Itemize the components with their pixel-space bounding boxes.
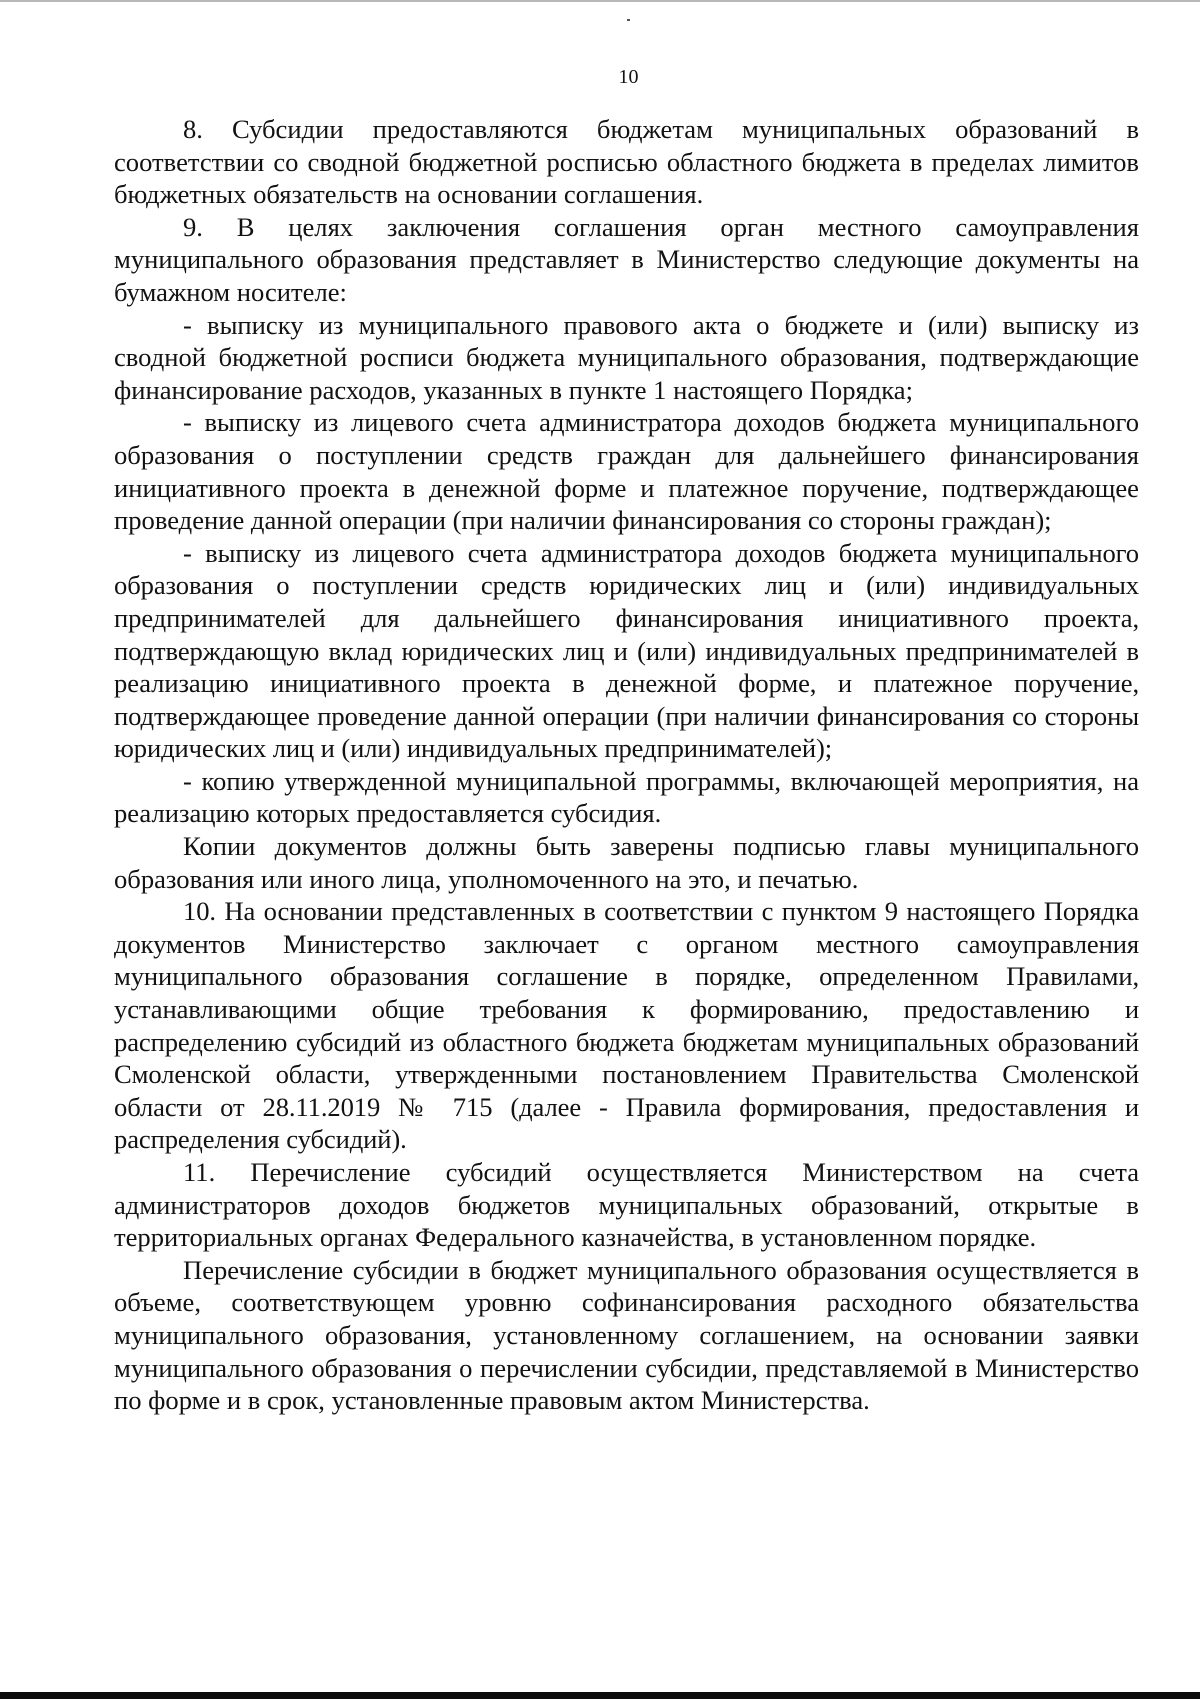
paragraph-11: 11. Перечисление субсидий осуществляется Министерством на счета администраторов доходов бюджетов муниципальных образований, открытые в территориальных органах Федерального казначейства, в установленном порядке. [114,1157,1139,1253]
page-number: 10 [618,66,639,88]
document-list-item-business-funds: - выписку из лицевого счета администратора доходов бюджета муниципального образования о поступлении средств юридических лиц и (или) индивидуальных предпринимателей для дальнейшего финансирования инициативного проекта, подтверждающую вклад юридических лиц и (или) индивидуальных предпринимателей в реализацию инициативного проекта в денежной форме, и платежное поручение, подтверждающее проведение данной операции (при наличии финансирования со стороны юридических лиц и (или) индивидуальных предпринимателей); [114,537,1139,764]
document-list-item-citizen-funds: - выписку из лицевого счета администратора доходов бюджета муниципального образования о поступлении средств граждан для дальнейшего финансирования инициативного проекта в денежной форме и платежное поручение, подтверждающее проведение данной операции (при наличии финансирования со стороны граждан); [114,407,1139,536]
paragraph-9: 9. В целях заключения соглашения орган местного самоуправления муниципального образования представляет в Министерство следующие документы на бумажном носителе: [114,211,1139,307]
transfer-paragraph: Перечисление субсидии в бюджет муниципального образования осуществляется в объеме, соответствующем уровню софинансирования расходного обязательства муниципального образования, установленному соглашением, на основании заявки муниципального образования о перечислении субсидии, представляемой в Министерство по форме и в срок, установленные правовым актом Министерства. [114,1254,1139,1416]
scan-dot [627,19,630,21]
paragraph-8: 8. Субсидии предоставляются бюджетам муниципальных образований в соответствии со сводной бюджетной росписью областного бюджета в пределах лимитов бюджетных обязательств на основании соглашения. [114,114,1139,210]
bottom-scan-edge [0,1692,1200,1699]
document-list-item-program-copy: - копию утвержденной муниципальной программы, включающей мероприятия, на реализацию которых предоставляется субсидия. [114,765,1139,829]
document-list-item-budget-act: - выписку из муниципального правового акта о бюджете и (или) выписку из сводной бюджетной росписи бюджета муниципального образования, подтверждающие финансирование расходов, указанных в пункте 1 настоящего Порядка; [114,309,1139,405]
certification-paragraph: Копии документов должны быть заверены подписью главы муниципального образования или иного лица, уполномоченного на это, и печатью. [114,831,1139,894]
document-body [114,113,1139,1417]
paragraph-10: 10. На основании представленных в соответствии с пунктом 9 настоящего Порядка документов Министерство заключает с органом местного самоуправления муниципального образования соглашение в порядке, определенном Правилами, устанавливающими общие требования к формированию, предоставлению и распределению субсидий из областного бюджета бюджетам муниципальных образований Смоленской области, утвержденными постановлением Правительства Смоленской области от 28.11.2019 № 715 (далее - Правила формирования, предоставления и распределения субсидий). [114,896,1139,1155]
top-scan-edge [0,0,1200,2]
